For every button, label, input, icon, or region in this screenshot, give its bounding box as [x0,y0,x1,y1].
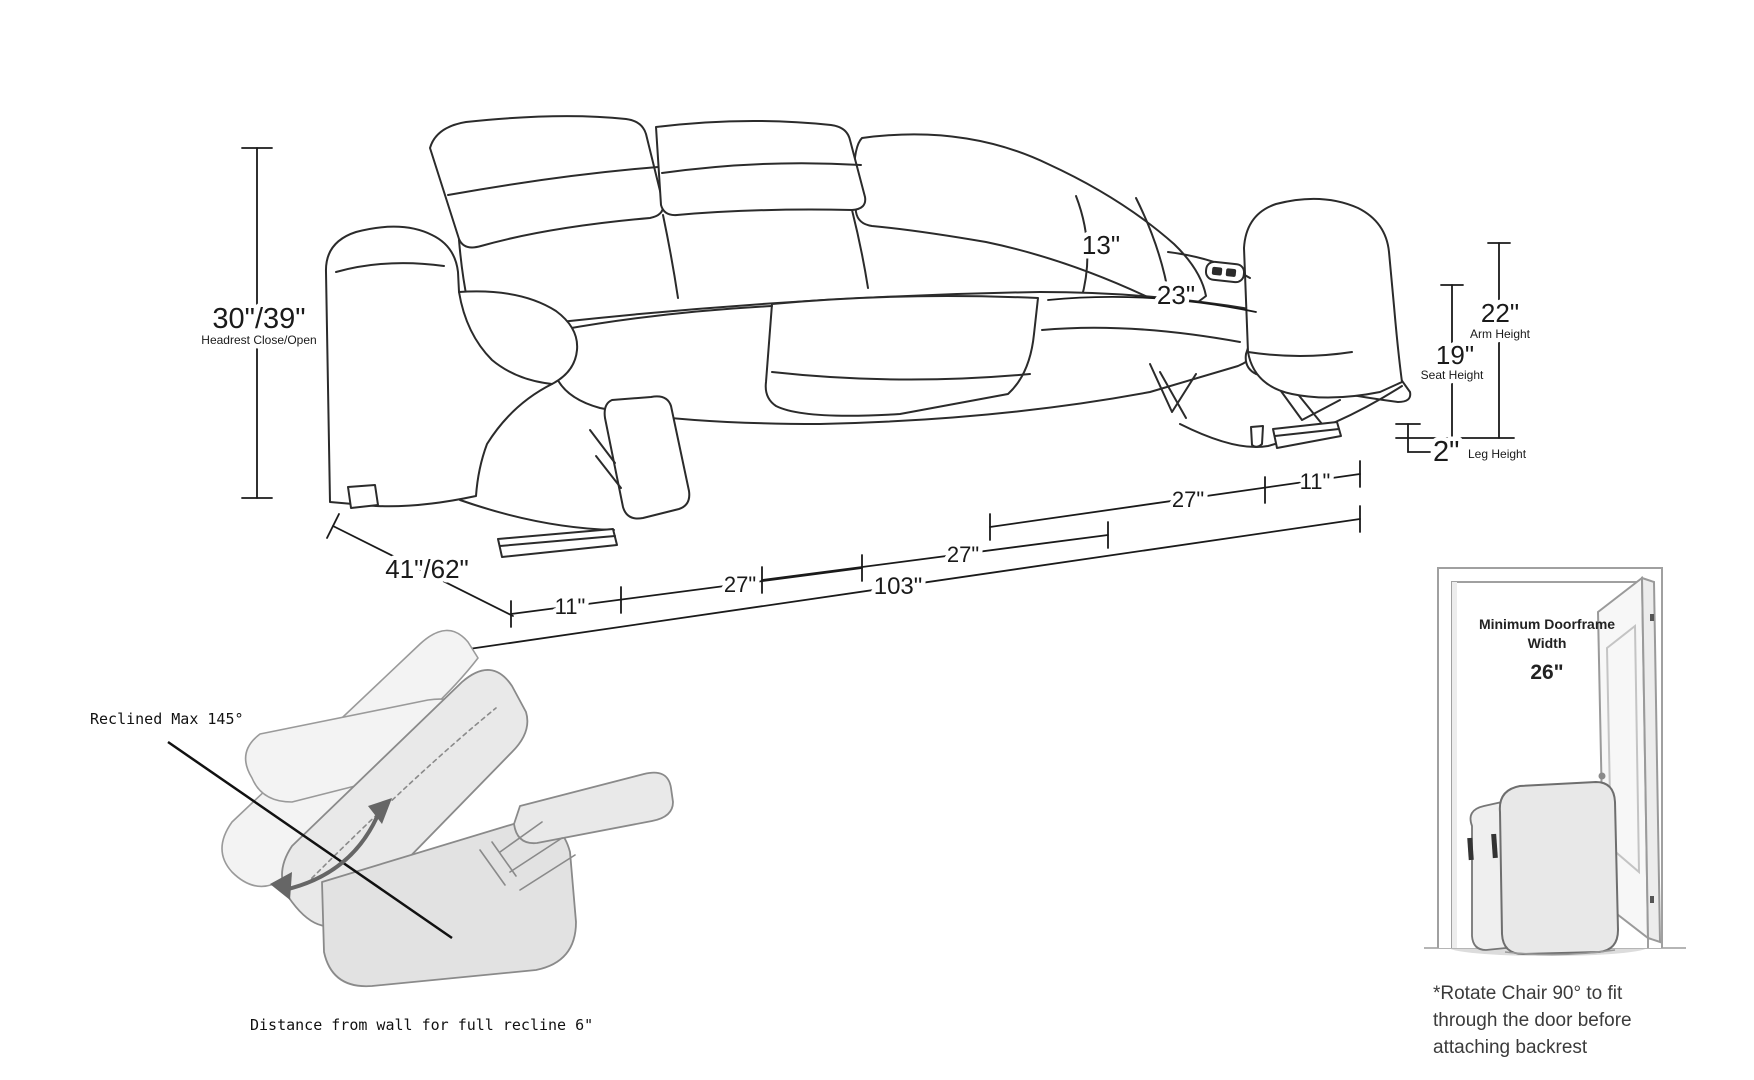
segment-label-left-arm: 11" [554,594,586,619]
rotate-note-line2: through the door before [1433,1010,1632,1031]
hinge-icon [1650,614,1654,621]
leg-height-value: 2" [1433,436,1460,468]
door-jamb-shading [1452,582,1457,948]
segment-label-seat-right: 27" [1171,487,1205,512]
rotate-note-line1: *Rotate Chair 90° to fit [1433,983,1623,1004]
headrest-cushion-value: 13" [1081,230,1121,260]
rotate-note-line3: attaching backrest [1433,1037,1588,1058]
segment-label-right-arm: 11" [1299,469,1331,494]
recline-control-panel [1205,261,1245,283]
segment-label-seat-middle: 27" [946,542,980,567]
base-depth-value: 41"/62" [385,554,469,584]
door-knob-icon [1599,773,1606,780]
wall-distance-label: Distance from wall for full recline 6" [250,1016,594,1034]
headrest-height-caption: Headrest Close/Open [201,333,317,347]
segment-label-seat-left: 27" [723,572,757,597]
leg-height-caption: Leg Height [1468,447,1527,461]
dim-width-rows [327,461,1360,663]
arm-height-value: 22" [1480,298,1520,328]
seat-height-caption: Seat Height [1420,368,1484,382]
hinge-icon [1650,896,1654,903]
recliner-footrest [514,773,673,844]
seat-depth-value: 23" [1156,280,1196,310]
doorframe-title-line2: Width [1527,635,1567,651]
overall-width-value: 103" [873,573,923,600]
recliner-diagram [90,630,673,1034]
headrest-height-value: 30"/39" [212,303,306,335]
sofa-foot [348,485,378,508]
control-button-icon [1226,268,1237,277]
doorframe-title-line1: Minimum Doorframe [1478,616,1616,632]
doorframe-width-value: 26" [1530,661,1564,684]
sofa-foot [498,529,617,557]
chair-seat-back [1500,782,1618,954]
recline-max-label: Reclined Max 145° [90,710,244,728]
control-button-icon [1212,267,1223,276]
sofa-foot [1251,426,1263,447]
doorway-diagram [1424,568,1686,1058]
arm-height-caption: Arm Height [1469,327,1531,341]
seat-height-value: 19" [1435,340,1475,370]
